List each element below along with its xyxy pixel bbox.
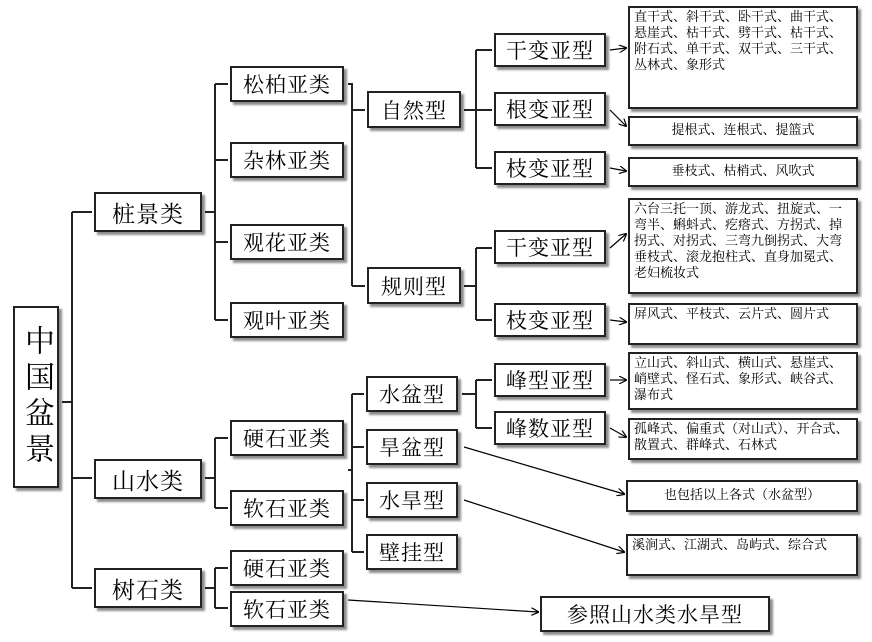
node-shanshui: 山水类 bbox=[94, 459, 202, 499]
node-shushi-yingshi: 硬石亚类 bbox=[230, 550, 344, 586]
node-shushi-ruanshi: 软石亚类 bbox=[230, 591, 344, 627]
node-ziran-genbian: 根变亚型 bbox=[494, 92, 606, 126]
node-shushi: 树石类 bbox=[94, 568, 202, 608]
root-node bbox=[13, 306, 59, 488]
root-label: 中国盆景 bbox=[19, 325, 54, 469]
ref-box: 参照山水类水旱型 bbox=[540, 596, 770, 632]
node-guanye: 观叶亚类 bbox=[230, 302, 344, 338]
node-guize-zhibian: 枝变亚型 bbox=[494, 303, 606, 337]
node-hanpen: 旱盆型 bbox=[366, 429, 458, 465]
desc-fengxing: 立山式、斜山式、横山式、悬崖式、峭壁式、怪石式、象形式、峡谷式、瀑布式 bbox=[628, 352, 858, 410]
node-shuipen: 水盆型 bbox=[366, 376, 458, 412]
node-shanshui-yingshi: 硬石亚类 bbox=[230, 420, 344, 456]
node-guize: 规则型 bbox=[367, 267, 461, 304]
desc-hanpen: 也包括以上各式（水盆型） bbox=[626, 480, 858, 512]
desc-ziran-zhibian: 垂枝式、枯梢式、风吹式 bbox=[628, 157, 858, 187]
node-fengshu: 峰数亚型 bbox=[494, 411, 606, 445]
node-shuihan: 水旱型 bbox=[366, 482, 458, 518]
node-shanshui-ruanshi: 软石亚类 bbox=[230, 490, 344, 526]
desc-ziran-genbian: 提根式、连根式、提篮式 bbox=[628, 116, 858, 146]
desc-fengshu: 孤峰式、偏重式（对山式）、开合式、散置式、群峰式、石林式 bbox=[628, 418, 858, 460]
node-songbo: 松柏亚类 bbox=[230, 66, 344, 102]
desc-guize-ganbian: 六台三托一顶、游龙式、扭旋式、一弯半、蝌蚪式、疙瘩式、方拐式、掉拐式、对拐式、三弯九倒拐式、大弯垂枝式、滚龙抱柱式、直身加冕式、老妇梳妆式 bbox=[628, 198, 858, 294]
node-zalin: 杂林亚类 bbox=[230, 142, 344, 178]
node-biguo: 壁挂型 bbox=[366, 534, 458, 570]
node-zhuangjing: 桩景类 bbox=[94, 192, 202, 232]
desc-shuihan: 溪涧式、江湖式、岛屿式、综合式 bbox=[626, 534, 858, 576]
node-guanhua: 观花亚类 bbox=[230, 224, 344, 260]
node-fengxing: 峰型亚型 bbox=[494, 363, 606, 397]
node-guize-ganbian: 干变亚型 bbox=[494, 230, 606, 264]
node-ziran-ganbian: 干变亚型 bbox=[494, 33, 606, 67]
node-ziran-zhibian: 枝变亚型 bbox=[494, 151, 606, 185]
desc-ziran-ganbian: 直干式、斜干式、卧干式、曲干式、悬崖式、枯干式、劈干式、枯干式、附石式、单干式、双干式、三干式、丛林式、象形式 bbox=[628, 6, 858, 109]
desc-guize-zhibian: 屏风式、平枝式、云片式、圆片式 bbox=[628, 303, 858, 345]
node-ziran: 自然型 bbox=[367, 91, 461, 128]
